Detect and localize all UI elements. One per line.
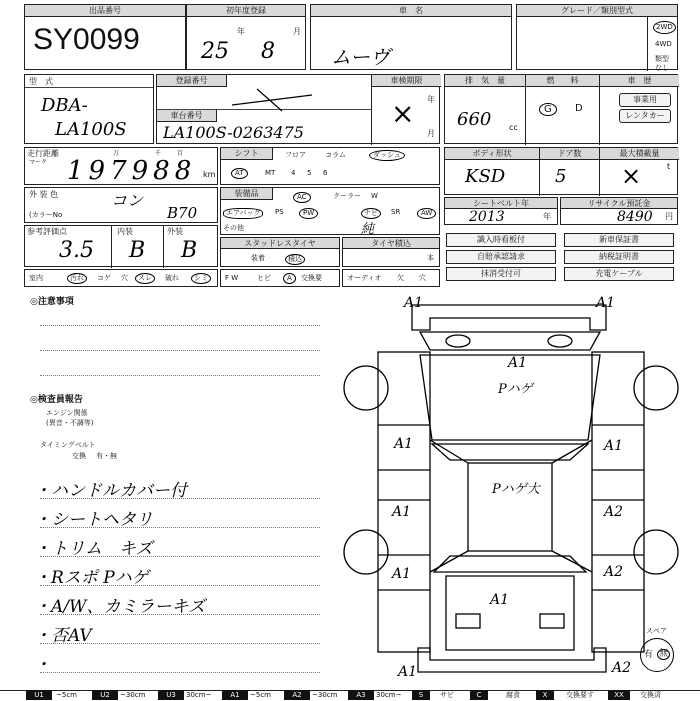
mileage-unit-sen: 千 — [155, 150, 162, 157]
equip-cooler: クーラー — [333, 192, 361, 200]
studless-opt2: 積込 — [285, 254, 305, 265]
history-business: 事業用 — [619, 93, 671, 107]
shift-floor: フロア — [285, 151, 306, 159]
engine-note-label: エンジン関係 — [46, 409, 88, 417]
color-label: 外 装 色 — [29, 190, 59, 199]
legend-c-text: 腐食 — [506, 691, 520, 699]
legend-u2-text: ~30cm — [120, 691, 146, 699]
mileage-unit-man: 万 — [113, 150, 120, 157]
shift-column: コラム — [325, 151, 346, 159]
shift-mt: MT — [265, 169, 276, 177]
mileage-unit-km: km — [203, 170, 216, 179]
note-line-2: ・シートヘタリ — [34, 510, 153, 530]
reg-no-cross-mark — [227, 85, 317, 113]
equip-navi: ナビ — [361, 208, 381, 219]
tire-load-box — [342, 237, 440, 267]
doc-item2: 新車保証書 — [564, 233, 674, 247]
registration-box — [156, 74, 440, 144]
legend-a3-text: 30cm~ — [376, 691, 402, 699]
doc-item4: 納税証明書 — [564, 250, 674, 264]
equip-ac: AC — [293, 192, 311, 203]
note-line-7: ・ — [34, 655, 51, 675]
equip-wac: W — [371, 192, 378, 200]
body-shape-value: KSD — [465, 166, 506, 187]
doc-item1: 識入時看板付 — [446, 233, 556, 247]
shift-dash: ダッシュ — [369, 150, 405, 161]
mark-left-rear: A1 — [392, 566, 412, 582]
flag-wear: スレ — [135, 273, 155, 284]
mileage-box — [24, 147, 218, 185]
car-name-label: 車 名 — [311, 5, 511, 17]
belt-value: 2013 — [469, 209, 505, 225]
inspector-title: ◎検査員報告 — [30, 395, 83, 405]
belt-label: シートベルト年 — [445, 198, 557, 209]
mileage-unit-hyaku: 百 — [177, 150, 184, 157]
history-label: 車 歴 — [599, 75, 679, 87]
inspection-label: 車検期限 — [371, 75, 441, 87]
car-name: ムーヴ — [331, 45, 390, 69]
capacity-value: × — [621, 162, 642, 190]
spare-label: スペア — [646, 627, 667, 635]
capacity-label: 最大積載量 — [599, 148, 679, 160]
legend-a2: A2 — [284, 690, 310, 700]
fw-a: A — [283, 273, 296, 284]
timing-opts: 有・無 — [96, 452, 117, 460]
flag-dirty: 汚れ — [67, 273, 87, 284]
drive-other: 類型 なし — [655, 55, 669, 72]
shift-at: AT — [231, 168, 248, 179]
interior-flags-box — [24, 269, 218, 287]
reg-no-label: 登録番号 — [157, 75, 227, 87]
fw-label: F W — [225, 274, 239, 282]
mark-front-left: A1 — [404, 295, 424, 311]
belt-box — [444, 197, 558, 225]
mark-front-right: A1 — [596, 295, 616, 311]
legend-a1-text: ~5cm — [250, 691, 271, 699]
score-box — [24, 225, 218, 267]
equip-other-label: その他 — [223, 224, 244, 232]
equip-ps: PS — [275, 208, 284, 216]
mark-right-mid: A2 — [604, 504, 624, 520]
drive-4wd: 4WD — [655, 40, 672, 48]
legend-x-text: 交換要す — [566, 691, 594, 699]
disp-value: 660 — [457, 109, 492, 130]
fuel-label: 燃 料 — [525, 75, 599, 87]
mileage-label: 走行距離 — [27, 149, 59, 158]
shift-box — [220, 147, 440, 185]
fuel-g: G — [539, 103, 557, 116]
mark-roof-note: Pハゲ大 — [492, 482, 540, 497]
mark-right-rear: A2 — [604, 564, 624, 580]
fw-replace: 交換要 — [301, 274, 322, 282]
doors-value: 5 — [555, 166, 567, 187]
timing-label: タイミングベルト — [40, 441, 96, 449]
model-value-line2: LA100S — [55, 119, 127, 140]
legend-a3: A3 — [348, 690, 374, 700]
inspection-value: × — [391, 97, 415, 130]
audio-opt1: 欠 — [397, 274, 404, 282]
legend-a1: A1 — [222, 690, 248, 700]
legend-s: S — [412, 690, 430, 700]
interior-flags-label: 室内 — [29, 274, 43, 282]
month-unit: 月 — [293, 27, 301, 36]
mark-rear-right: A2 — [612, 660, 632, 676]
legend-u3-text: 30cm~ — [186, 691, 212, 699]
color-code-label: (カラーNo — [29, 211, 63, 219]
mark-rear-left: A1 — [398, 664, 418, 680]
audio-box — [342, 269, 440, 287]
history-rental: レンタカー — [619, 109, 671, 123]
legend-u1-text: ~5cm — [56, 691, 77, 699]
doc-item5: 抹消受付可 — [446, 267, 556, 281]
capacity-unit: t — [667, 162, 671, 171]
spare-opt2: 無 — [659, 649, 669, 659]
first-reg-box — [186, 4, 306, 70]
note-line-6: ・否AV — [34, 626, 92, 646]
note-line-1: ・ハンドルカバー付 — [34, 481, 187, 501]
legend-u1: U1 — [26, 690, 52, 700]
flag-tear: 破れ — [165, 274, 179, 282]
legend-x: X — [536, 690, 554, 700]
interior-label: 内装 — [117, 227, 133, 236]
tire-load-unit: 本 — [427, 254, 434, 262]
mark-rear-gate: A1 — [490, 592, 510, 608]
grade-box — [516, 4, 678, 70]
legend-u3: U3 — [158, 690, 184, 700]
audio-label: オーディオ — [347, 274, 382, 282]
equipment-label: 装備品 — [221, 188, 273, 200]
shift-6: 6 — [323, 169, 328, 177]
legend-a2-text: ~30cm — [312, 691, 338, 699]
chassis-value: LA100S-0263475 — [163, 123, 304, 142]
exterior-value: B — [181, 238, 198, 263]
recycle-box — [560, 197, 678, 225]
legend-c: C — [470, 690, 488, 700]
mark-left-mid: A1 — [392, 504, 412, 520]
engine-note-sub: (異音・不調等) — [46, 419, 94, 427]
color-value: コン — [111, 191, 144, 210]
note-line-5: ・A/W、カミラーキズ — [34, 597, 206, 617]
note-line-3: ・トリム キズ — [34, 539, 153, 559]
model-box — [24, 74, 154, 144]
legend-xx: XX — [608, 690, 630, 700]
note-line-4: ・Rスポ Pハゲ — [34, 568, 149, 588]
equip-aw: AW — [417, 208, 436, 219]
recycle-unit: 円 — [665, 212, 673, 221]
doors-label: ドア数 — [539, 148, 599, 160]
equip-airbag: エアバッグ — [223, 208, 263, 219]
disp-unit: cc — [509, 123, 518, 132]
mileage-mark-label: マーク — [29, 159, 48, 166]
reg-month: 8 — [261, 39, 275, 64]
equip-other-value: 純 — [361, 222, 375, 237]
body-box — [444, 147, 678, 195]
engine-box — [444, 74, 678, 144]
score-label: 参考評価点 — [27, 227, 67, 236]
spare-opt1: 有 — [644, 650, 654, 660]
interior-value: B — [129, 238, 146, 263]
shift-5: 5 — [307, 169, 312, 177]
score-value: 3.5 — [59, 238, 94, 263]
doc-item6: 充電ケーブル — [564, 267, 674, 281]
exterior-label: 外装 — [167, 227, 183, 236]
fuel-d: D — [575, 103, 583, 114]
shift-4: 4 — [291, 169, 296, 177]
shift-label: シフト — [221, 148, 273, 160]
year-unit: 年 — [237, 27, 245, 36]
legend-u2: U2 — [92, 690, 118, 700]
doc-item3: 自賠承認請求 — [446, 250, 556, 264]
equip-pw: PW — [299, 208, 318, 219]
studless-opt1: 装着 — [251, 254, 265, 262]
model-label: 型 式 — [29, 77, 53, 86]
flag-scorch: コゲ — [97, 274, 111, 282]
reg-year: 25 — [201, 39, 229, 64]
body-shape-label: ボディ形状 — [445, 148, 539, 160]
mark-hood-note: Pハゲ — [498, 382, 533, 397]
recycle-label: リサイクル預託金 — [561, 198, 677, 209]
mark-hood: A1 — [508, 355, 528, 371]
tire-load-label: タイヤ積込 — [343, 238, 439, 249]
car-name-box — [310, 4, 512, 70]
spare-circle — [640, 638, 674, 672]
lot-box — [24, 4, 186, 70]
studless-box — [220, 237, 340, 267]
first-reg-label: 初年度登録 — [187, 5, 305, 17]
disp-label: 排 気 量 — [445, 75, 525, 87]
chassis-label: 車台番号 — [157, 110, 217, 122]
flag-spot: シミ — [191, 273, 211, 284]
flag-stain: 穴 — [121, 274, 128, 282]
insp-month-unit: 月 — [427, 129, 435, 138]
lot-label: 出品番号 — [25, 5, 185, 17]
lot-number: SY0099 — [33, 23, 140, 56]
color-box — [24, 187, 218, 223]
studless-label: スタッドレスタイヤ — [221, 238, 339, 249]
equip-sr: SR — [391, 208, 401, 216]
grade-label: グレード／類別型式 — [517, 5, 677, 17]
insp-year-unit: 年 — [427, 95, 435, 104]
legend-xx-text: 交換済 — [640, 691, 661, 699]
mark-left-front-door: A1 — [394, 436, 414, 452]
model-value-line1: DBA- — [41, 95, 88, 116]
belt-unit: 年 — [543, 212, 551, 221]
mark-right-front: A1 — [604, 438, 624, 454]
drive-2wd: 2WD — [653, 21, 676, 34]
recycle-value: 8490 — [617, 209, 653, 225]
fw-crack: ヒビ — [257, 274, 271, 282]
equipment-box — [220, 187, 440, 235]
mileage-value: 197988 — [67, 156, 197, 186]
fw-box — [220, 269, 340, 287]
timing-exchange: 交換 — [72, 452, 86, 460]
color-code-value: B70 — [167, 204, 198, 222]
audio-opt2: 穴 — [419, 274, 426, 282]
notes-title: ◎注意事項 — [30, 297, 74, 307]
legend-s-text: サビ — [440, 691, 454, 699]
